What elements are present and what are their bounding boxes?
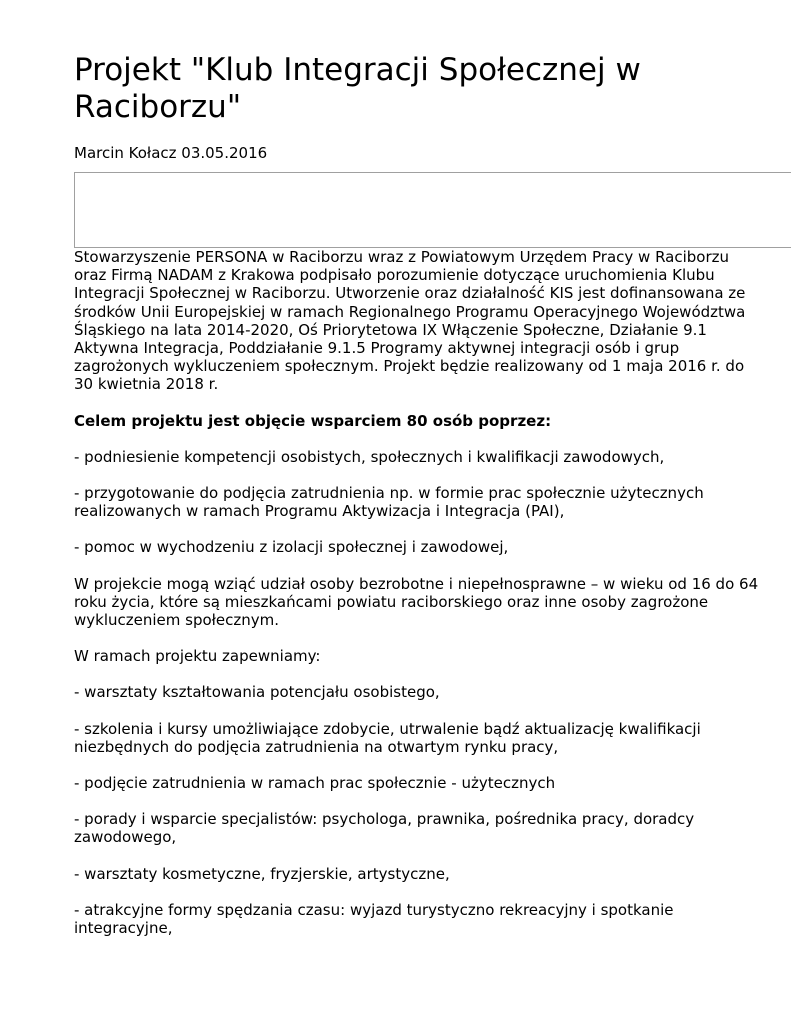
- article-body: [74, 248, 764, 937]
- goal-item: - podniesienie kompetencji osobistych, społecznych i kwalifikacji zawodowych,: [74, 447, 665, 466]
- offer-item: - warsztaty kosmetyczne, fryzjerskie, artystyczne,: [74, 864, 450, 883]
- article-title: Projekt "Klub Integracji Społecznej w Raciborzu": [74, 52, 641, 125]
- goal-heading: Celem projektu jest objęcie wsparciem 80 osób poprzez:: [74, 411, 552, 430]
- offer-item: - szkolenia i kursy umożliwiające zdobycie, utrwalenie bądź aktualizację kwalifikacji niezbędnych do podjęcia zatrudnienia na otwartym rynku pracy,: [74, 719, 701, 756]
- author-date: Marcin Kołacz 03.05.2016: [74, 144, 268, 162]
- goal-item: - przygotowanie do podjęcia zatrudnienia np. w formie prac społecznie użytecznych realizowanych w ramach Programu Aktywizacja i Integracja (PAI),: [74, 484, 704, 521]
- offer-item: - porady i wsparcie specjalistów: psychologa, prawnika, pośrednika pracy, doradcy zawodowego,: [74, 810, 695, 847]
- offer-item: - podjęcie zatrudnienia w ramach prac społecznie - użytecznych: [74, 774, 556, 793]
- embed-frame: [74, 172, 791, 248]
- offer-heading: W ramach projektu zapewniamy:: [74, 647, 321, 666]
- offer-item: - warsztaty kształtowania potencjału osobistego,: [74, 683, 440, 702]
- offer-item: - atrakcyjne formy spędzania czasu: wyjazd turystyczno rekreacyjny i spotkanie integracyjne,: [74, 900, 674, 938]
- intro-paragraph: Stowarzyszenie PERSONA w Raciborzu wraz z Powiatowym Urzędem Pracy w Raciborzu oraz Firmą NADAM z Krakowa podpisało porozumienie dotyczące uruchomienia Klubu Integracji Społecznej w Raciborzu. Utworzenie oraz działalność KIS jest dofinansowana ze środków Unii Europejskiej w ramach Regionalnego Programu Operacyjnego Województwa Śląskiego na lata 2014-2020, Oś Priorytetowa IX Włączenie Społeczne, Działanie 9.1 Aktywna Integracja, Poddziałanie 9.1.5 Programy aktywnej integracji osób i grup zagrożonych wykluczeniem społecznym. Projekt będzie realizowany od 1 maja 2016 r. do 30 kwietnia 2018 r.: [74, 248, 746, 394]
- eligibility-paragraph: W projekcie mogą wziąć udział osoby bezrobotne i niepełnosprawne – w wieku od 16 do 64 roku życia, które są mieszkańcami powiatu raciborskiego oraz inne osoby zagrożone wykluczeniem społecznym.: [74, 574, 759, 630]
- article: [74, 52, 791, 937]
- goal-item: - pomoc w wychodzeniu z izolacji społecznej i zawodowej,: [74, 538, 509, 557]
